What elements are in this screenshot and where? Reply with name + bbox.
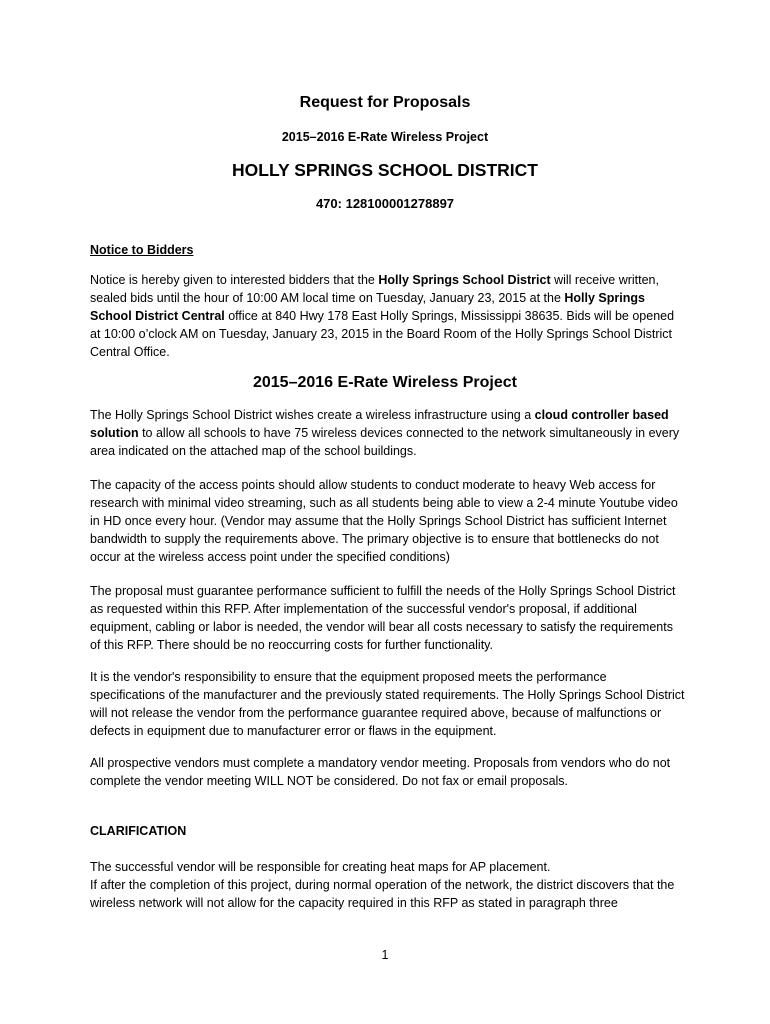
project-p1-a: The Holly Springs School District wishes create a wireless infrastructure using a: [90, 408, 535, 422]
notice-text-c: will receive written, sealed bids until the hour of 10:00 AM local time on Tuesday, January 23, 2015 at the: [90, 273, 659, 305]
notice-text-district: Holly Springs School District: [378, 273, 551, 287]
form-470-number: 470: 128100001278897: [315, 196, 455, 211]
project-paragraph-1: [90, 406, 685, 460]
project-paragraph-4: It is the vendor's responsibility to ensure that the equipment proposed meets the performance specifications of the manufacturer and the previously stated requirements. The Holly Springs School District will not release the vendor from the performance guarantee required above, because of malfunctions or defects in equipment due to manufacturer error or flaws in the equipment.: [90, 670, 685, 738]
notice-text-office: Holly Springs School District Central: [90, 291, 645, 323]
project-heading: 2015–2016 E-Rate Wireless Project: [252, 374, 517, 391]
project-p1-solution: cloud controller based solution: [90, 408, 669, 440]
document-title: Request for Proposals: [299, 94, 471, 111]
notice-text-e: office at 840 Hwy 178 East Holly Springs, Mississippi 38635. Bids will be opened at 10:00 o’clock AM on Tuesday, January 23, 2015 in the Board Room of the Holly Springs School District Central Office.: [90, 309, 675, 359]
clarification-line-2: If after the completion of this project, during normal operation of the network, the district discovers that the wireless network will not allow for the capacity required in this RFP as stated in paragraph three: [90, 878, 675, 910]
page-number: 1: [381, 948, 389, 962]
project-paragraph-3: The proposal must guarantee performance sufficient to fulfill the needs of the Holly Springs School District as requested within this RFP. After implementation of the successful vendor's proposal, if additional equipment, cabling or labor is needed, the vendor will bear all costs necessary to satisfy the requirements of this RFP. There should be no reoccurring costs for further functionality.: [90, 584, 676, 652]
notice-paragraph: [90, 271, 685, 361]
project-p1-c: to allow all schools to have 75 wireless devices connected to the network simultaneously in every area indicated on the attached map of the school buildings.: [90, 426, 680, 458]
clarification-line-1: The successful vendor will be responsible for creating heat maps for AP placement.: [90, 860, 551, 874]
clarification-paragraph: [90, 858, 685, 912]
district-name: HOLLY SPRINGS SCHOOL DISTRICT: [232, 160, 538, 180]
clarification-heading: CLARIFICATION: [90, 824, 187, 838]
project-paragraph-2: The capacity of the access points should allow students to conduct moderate to heavy Web access for research with minimal video streaming, such as all students being able to view a 2-4 minute Youtube video in HD once every hour. (Vendor may assume that the Holly Springs School District has sufficient Internet bandwidth to supply the requirements above. The primary objective is to ensure that bottlenecks do not occur at the wireless access point under the specified conditions): [90, 478, 678, 564]
notice-heading: Notice to Bidders: [90, 243, 194, 257]
notice-text-a: Notice is hereby given to interested bidders that the: [90, 273, 379, 287]
project-paragraph-5: All prospective vendors must complete a mandatory vendor meeting. Proposals from vendors who do not complete the vendor meeting WILL NOT be considered. Do not fax or email proposals.: [90, 756, 671, 788]
document-subtitle: 2015–2016 E-Rate Wireless Project: [281, 130, 489, 144]
